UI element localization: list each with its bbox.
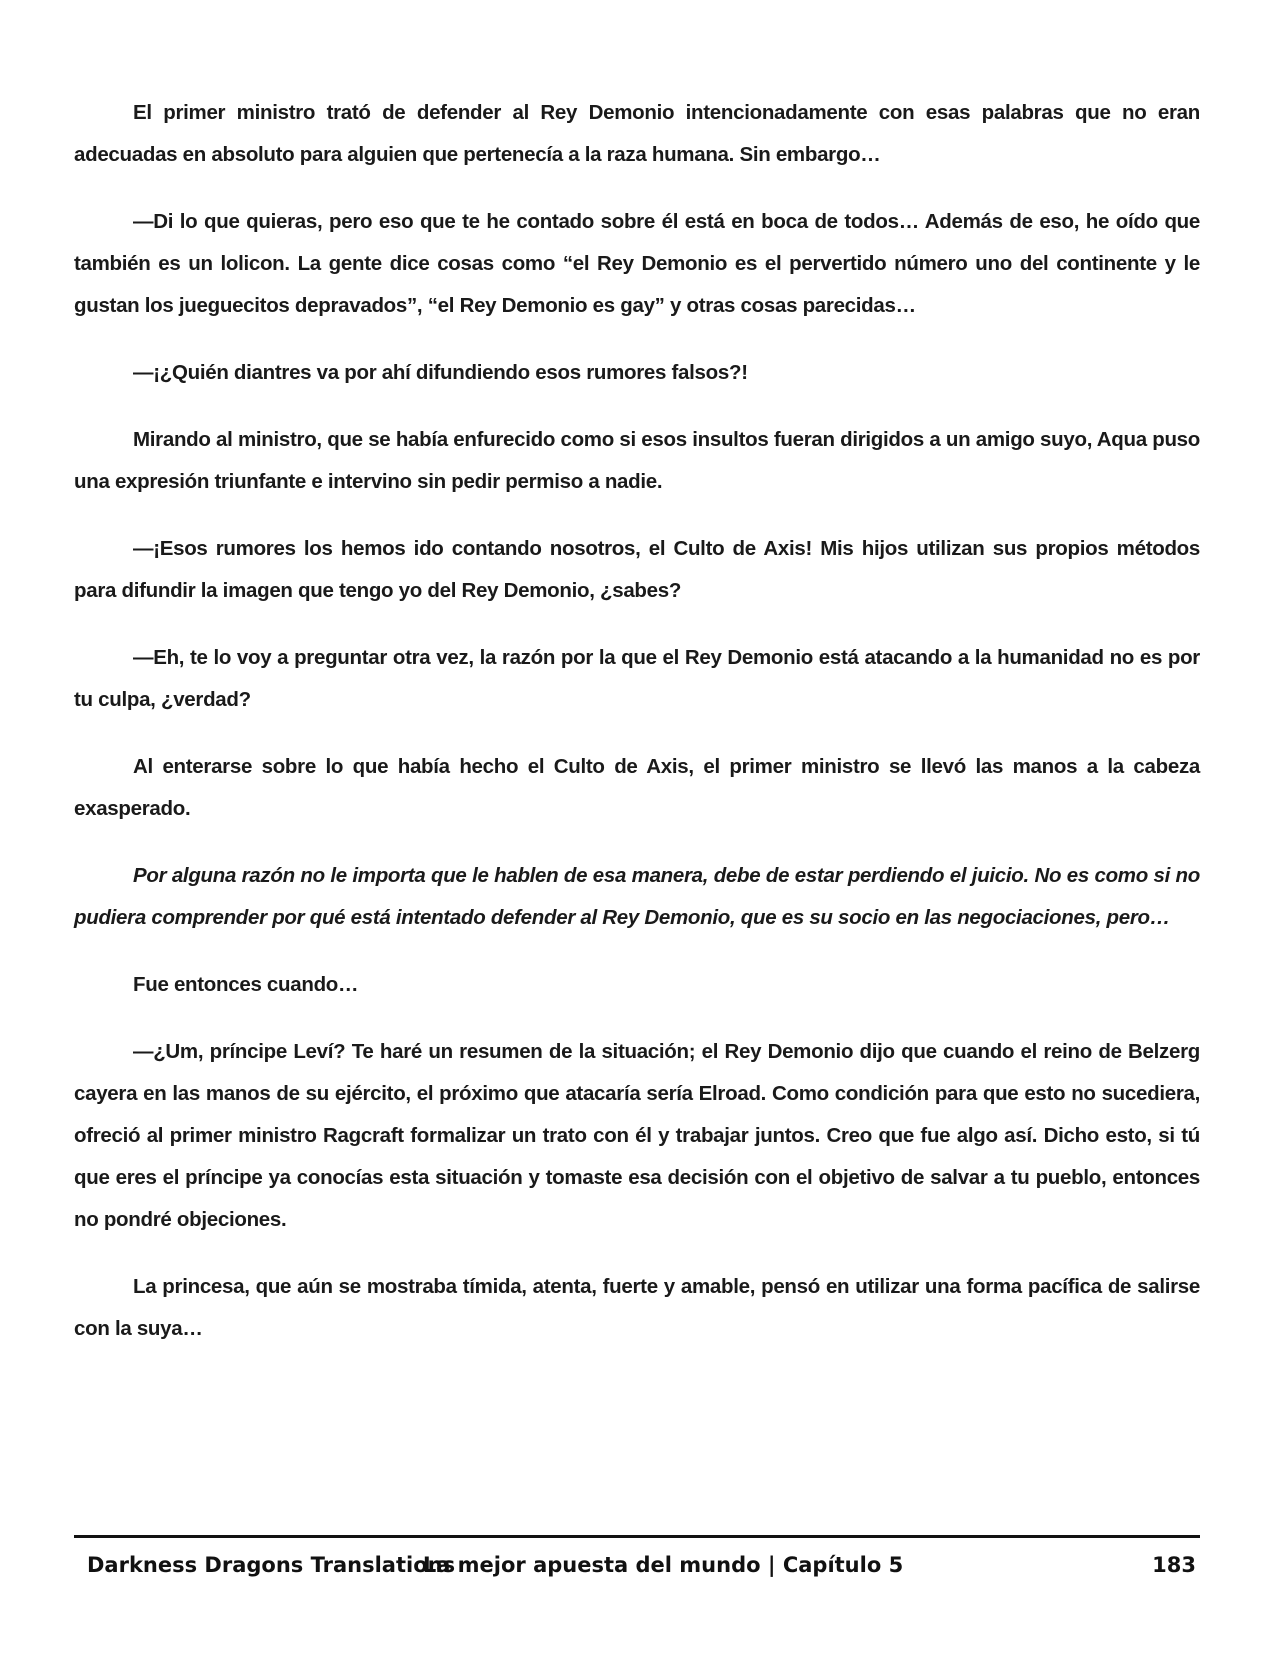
paragraph-4: Mirando al ministro, que se había enfurecido como si esos insultos fueran dirigidos a un amigo suyo, Aqua puso una expresión triunfante e intervino sin pedir permiso a nadie.	[74, 428, 1200, 493]
page-body	[74, 92, 1200, 1375]
paragraph-9: Fue entonces cuando…	[133, 973, 359, 996]
paragraph-6: —Eh, te lo voy a preguntar otra vez, la razón por la que el Rey Demonio está atacando a la humanidad no es por tu culpa, ¿verdad?	[74, 646, 1200, 711]
paragraph-10: —¿Um, príncipe Leví? Te haré un resumen de la situación; el Rey Demonio dijo que cuando el reino de Belzerg cayera en las manos de su ejército, el próximo que atacaría sería Elroad. Como condición para que esto no sucediera, ofreció al primer ministro Ragcraft formalizar un trato con él y trabajar juntos. Creo que fue algo así. Dicho esto, si tú que eres el príncipe ya conocías esta situación y tomaste esa decisión con el objetivo de salvar a tu pueblo, entonces no pondré objeciones.	[74, 1040, 1200, 1231]
footer-chapter-title: La mejor apuesta del mundo | Capítulo 5	[422, 1553, 904, 1577]
paragraph-2: —Di lo que quieras, pero eso que te he contado sobre él está en boca de todos… Además de eso, he oído que también es un lolicon. La gente dice cosas como “el Rey Demonio es el pervertido número uno del continente y le gustan los jueguecitos depravados”, “el Rey Demonio es gay” y otras cosas parecidas…	[74, 210, 1200, 317]
paragraph-3: —¡¿Quién diantres va por ahí difundiendo esos rumores falsos?!	[133, 361, 748, 384]
paragraph-1: El primer ministro trató de defender al Rey Demonio intencionadamente con esas palabras que no eran adecuadas en absoluto para alguien que pertenecía a la raza humana. Sin embargo…	[74, 101, 1200, 166]
paragraph-8-italic-thought: Por alguna razón no le importa que le hablen de esa manera, debe de estar perdiendo el juicio. No es como si no pudiera comprender por qué está intentado defender al Rey Demonio, que es su socio en las negociaciones, pero…	[74, 864, 1200, 929]
page-number: 183	[1152, 1553, 1196, 1577]
paragraph-5: —¡Esos rumores los hemos ido contando nosotros, el Culto de Axis! Mis hijos utilizan sus propios métodos para difundir la imagen que tengo yo del Rey Demonio, ¿sabes?	[74, 537, 1200, 602]
footer-divider	[74, 1535, 1200, 1538]
paragraph-11: La princesa, que aún se mostraba tímida, atenta, fuerte y amable, pensó en utilizar una forma pacífica de salirse con la suya…	[74, 1275, 1200, 1340]
page-footer	[74, 1545, 1200, 1585]
footer-translator-credit: Darkness Dragons Translations	[87, 1553, 456, 1577]
paragraph-7: Al enterarse sobre lo que había hecho el Culto de Axis, el primer ministro se llevó las manos a la cabeza exasperado.	[74, 755, 1200, 820]
